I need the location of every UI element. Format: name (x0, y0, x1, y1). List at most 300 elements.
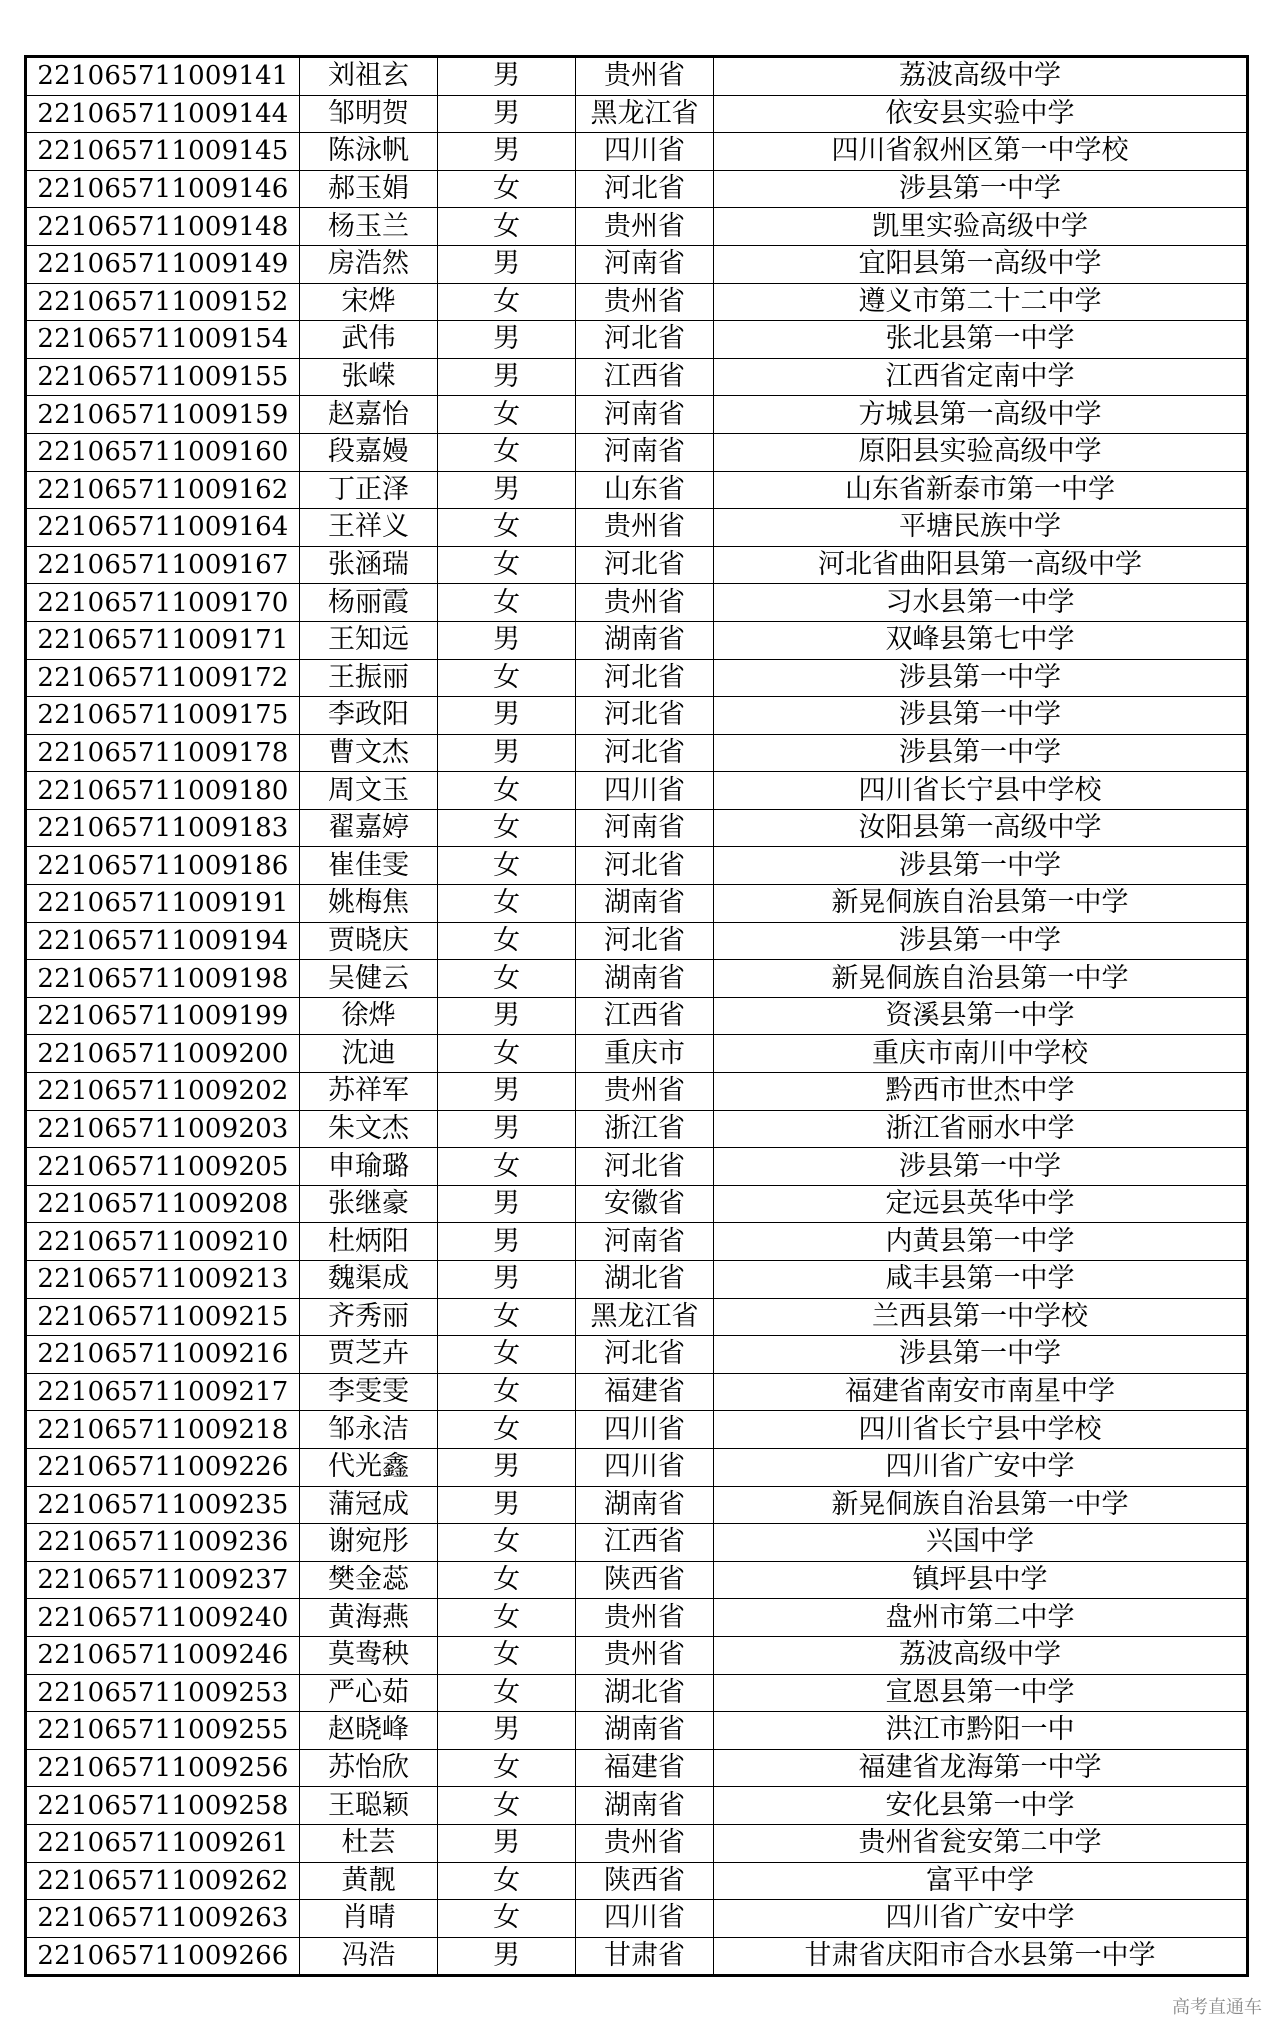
province-cell: 贵州省 (576, 1824, 714, 1862)
school-cell: 资溪县第一中学 (714, 997, 1248, 1035)
name-cell: 蒲冠成 (300, 1486, 438, 1524)
table-row (26, 1336, 1248, 1374)
province-cell: 河北省 (576, 734, 714, 772)
school-cell: 福建省龙海第一中学 (714, 1749, 1248, 1787)
school-cell: 四川省广安中学 (714, 1900, 1248, 1938)
gender-cell: 女 (438, 659, 576, 697)
watermark-text: 高考直通车 (1172, 1997, 1262, 2018)
table-row (26, 734, 1248, 772)
province-cell: 河北省 (576, 1336, 714, 1374)
gender-cell: 男 (438, 1824, 576, 1862)
province-cell: 河北省 (576, 922, 714, 960)
province-cell: 贵州省 (576, 283, 714, 321)
name-cell: 贾芝卉 (300, 1336, 438, 1374)
gender-cell: 男 (438, 471, 576, 509)
name-cell: 魏渠成 (300, 1261, 438, 1299)
gender-cell: 男 (438, 1937, 576, 1976)
school-cell: 涉县第一中学 (714, 922, 1248, 960)
table-row (26, 1862, 1248, 1900)
gender-cell: 女 (438, 1636, 576, 1674)
gender-cell: 女 (438, 1373, 576, 1411)
name-cell: 陈泳帆 (300, 133, 438, 171)
name-cell: 刘祖玄 (300, 57, 438, 96)
school-cell: 定远县英华中学 (714, 1185, 1248, 1223)
gender-cell: 女 (438, 809, 576, 847)
gender-cell: 女 (438, 1862, 576, 1900)
table-row (26, 1073, 1248, 1111)
exam-id-cell: 221065711009164 (26, 509, 300, 547)
school-cell: 江西省定南中学 (714, 358, 1248, 396)
school-cell: 福建省南安市南星中学 (714, 1373, 1248, 1411)
gender-cell: 男 (438, 57, 576, 96)
gender-cell: 女 (438, 396, 576, 434)
school-cell: 贵州省瓮安第二中学 (714, 1824, 1248, 1862)
table-row (26, 396, 1248, 434)
name-cell: 杨丽霞 (300, 584, 438, 622)
school-cell: 甘肃省庆阳市合水县第一中学 (714, 1937, 1248, 1976)
province-cell: 湖南省 (576, 885, 714, 923)
gender-cell: 女 (438, 847, 576, 885)
province-cell: 河南省 (576, 1223, 714, 1261)
exam-id-cell: 221065711009205 (26, 1148, 300, 1186)
school-cell: 盘州市第二中学 (714, 1599, 1248, 1637)
table-row (26, 1298, 1248, 1336)
school-cell: 河北省曲阳县第一高级中学 (714, 546, 1248, 584)
school-cell: 重庆市南川中学校 (714, 1035, 1248, 1073)
table-row (26, 170, 1248, 208)
school-cell: 宜阳县第一高级中学 (714, 245, 1248, 283)
exam-id-cell: 221065711009246 (26, 1636, 300, 1674)
name-cell: 齐秀丽 (300, 1298, 438, 1336)
school-cell: 涉县第一中学 (714, 1336, 1248, 1374)
school-cell: 凯里实验高级中学 (714, 208, 1248, 246)
student-list-body (26, 57, 1248, 1976)
table-row (26, 358, 1248, 396)
name-cell: 段嘉嫚 (300, 433, 438, 471)
gender-cell: 女 (438, 1336, 576, 1374)
name-cell: 贾晓庆 (300, 922, 438, 960)
gender-cell: 男 (438, 734, 576, 772)
table-row (26, 509, 1248, 547)
school-cell: 遵义市第二十二中学 (714, 283, 1248, 321)
name-cell: 杜芸 (300, 1824, 438, 1862)
gender-cell: 男 (438, 1223, 576, 1261)
table-row (26, 208, 1248, 246)
school-cell: 四川省叙州区第一中学校 (714, 133, 1248, 171)
province-cell: 湖北省 (576, 1261, 714, 1299)
school-cell: 双峰县第七中学 (714, 621, 1248, 659)
table-row (26, 1035, 1248, 1073)
province-cell: 河北省 (576, 546, 714, 584)
exam-id-cell: 221065711009183 (26, 809, 300, 847)
province-cell: 湖南省 (576, 960, 714, 998)
table-row (26, 1674, 1248, 1712)
exam-id-cell: 221065711009162 (26, 471, 300, 509)
gender-cell: 男 (438, 697, 576, 735)
gender-cell: 男 (438, 245, 576, 283)
table-row (26, 1749, 1248, 1787)
name-cell: 郝玉娟 (300, 170, 438, 208)
gender-cell: 女 (438, 584, 576, 622)
gender-cell: 女 (438, 1298, 576, 1336)
school-cell: 汝阳县第一高级中学 (714, 809, 1248, 847)
name-cell: 徐烨 (300, 997, 438, 1035)
table-row (26, 1524, 1248, 1562)
table-row (26, 584, 1248, 622)
school-cell: 原阳县实验高级中学 (714, 433, 1248, 471)
table-row (26, 245, 1248, 283)
province-cell: 陕西省 (576, 1862, 714, 1900)
exam-id-cell: 221065711009256 (26, 1749, 300, 1787)
exam-id-cell: 221065711009167 (26, 546, 300, 584)
name-cell: 黄海燕 (300, 1599, 438, 1637)
province-cell: 四川省 (576, 1900, 714, 1938)
school-cell: 涉县第一中学 (714, 1148, 1248, 1186)
province-cell: 湖南省 (576, 621, 714, 659)
exam-id-cell: 221065711009236 (26, 1524, 300, 1562)
table-row (26, 1636, 1248, 1674)
exam-id-cell: 221065711009186 (26, 847, 300, 885)
name-cell: 沈迪 (300, 1035, 438, 1073)
school-cell: 荔波高级中学 (714, 1636, 1248, 1674)
province-cell: 四川省 (576, 1448, 714, 1486)
gender-cell: 女 (438, 1900, 576, 1938)
gender-cell: 女 (438, 1035, 576, 1073)
exam-id-cell: 221065711009194 (26, 922, 300, 960)
gender-cell: 女 (438, 960, 576, 998)
gender-cell: 男 (438, 997, 576, 1035)
table-row (26, 809, 1248, 847)
school-cell: 新晃侗族自治县第一中学 (714, 885, 1248, 923)
school-cell: 平塘民族中学 (714, 509, 1248, 547)
province-cell: 河南省 (576, 433, 714, 471)
province-cell: 四川省 (576, 133, 714, 171)
table-row (26, 433, 1248, 471)
school-cell: 咸丰县第一中学 (714, 1261, 1248, 1299)
exam-id-cell: 221065711009235 (26, 1486, 300, 1524)
name-cell: 吴健云 (300, 960, 438, 998)
school-cell: 镇坪县中学 (714, 1561, 1248, 1599)
name-cell: 曹文杰 (300, 734, 438, 772)
exam-id-cell: 221065711009191 (26, 885, 300, 923)
name-cell: 李政阳 (300, 697, 438, 735)
name-cell: 申瑜璐 (300, 1148, 438, 1186)
school-cell: 兴国中学 (714, 1524, 1248, 1562)
gender-cell: 女 (438, 1411, 576, 1449)
table-row (26, 1261, 1248, 1299)
gender-cell: 男 (438, 1073, 576, 1111)
gender-cell: 女 (438, 885, 576, 923)
province-cell: 河北省 (576, 697, 714, 735)
table-row (26, 697, 1248, 735)
table-row (26, 1185, 1248, 1223)
school-cell: 四川省长宁县中学校 (714, 772, 1248, 810)
exam-id-cell: 221065711009202 (26, 1073, 300, 1111)
province-cell: 河北省 (576, 321, 714, 359)
exam-id-cell: 221065711009217 (26, 1373, 300, 1411)
student-list-table (24, 55, 1249, 1977)
school-cell: 张北县第一中学 (714, 321, 1248, 359)
exam-id-cell: 221065711009255 (26, 1712, 300, 1750)
gender-cell: 女 (438, 1599, 576, 1637)
name-cell: 赵嘉怡 (300, 396, 438, 434)
name-cell: 赵晓峰 (300, 1712, 438, 1750)
gender-cell: 男 (438, 321, 576, 359)
exam-id-cell: 221065711009154 (26, 321, 300, 359)
province-cell: 贵州省 (576, 1636, 714, 1674)
table-row (26, 1110, 1248, 1148)
exam-id-cell: 221065711009198 (26, 960, 300, 998)
school-cell: 安化县第一中学 (714, 1787, 1248, 1825)
exam-id-cell: 221065711009159 (26, 396, 300, 434)
table-row (26, 1148, 1248, 1186)
table-row (26, 997, 1248, 1035)
gender-cell: 女 (438, 1148, 576, 1186)
exam-id-cell: 221065711009261 (26, 1824, 300, 1862)
school-cell: 四川省长宁县中学校 (714, 1411, 1248, 1449)
name-cell: 王知远 (300, 621, 438, 659)
name-cell: 黄靓 (300, 1862, 438, 1900)
table-row (26, 133, 1248, 171)
name-cell: 邹永洁 (300, 1411, 438, 1449)
name-cell: 宋烨 (300, 283, 438, 321)
gender-cell: 女 (438, 1524, 576, 1562)
exam-id-cell: 221065711009141 (26, 57, 300, 96)
province-cell: 湖南省 (576, 1787, 714, 1825)
province-cell: 河南省 (576, 245, 714, 283)
exam-id-cell: 221065711009208 (26, 1185, 300, 1223)
table-row (26, 847, 1248, 885)
province-cell: 浙江省 (576, 1110, 714, 1148)
exam-id-cell: 221065711009170 (26, 584, 300, 622)
school-cell: 涉县第一中学 (714, 847, 1248, 885)
gender-cell: 女 (438, 208, 576, 246)
province-cell: 湖南省 (576, 1486, 714, 1524)
name-cell: 代光鑫 (300, 1448, 438, 1486)
table-row (26, 772, 1248, 810)
school-cell: 涉县第一中学 (714, 659, 1248, 697)
school-cell: 宣恩县第一中学 (714, 1674, 1248, 1712)
name-cell: 房浩然 (300, 245, 438, 283)
exam-id-cell: 221065711009146 (26, 170, 300, 208)
school-cell: 富平中学 (714, 1862, 1248, 1900)
gender-cell: 男 (438, 621, 576, 659)
exam-id-cell: 221065711009152 (26, 283, 300, 321)
school-cell: 新晃侗族自治县第一中学 (714, 960, 1248, 998)
exam-id-cell: 221065711009178 (26, 734, 300, 772)
school-cell: 习水县第一中学 (714, 584, 1248, 622)
name-cell: 严心茹 (300, 1674, 438, 1712)
province-cell: 河北省 (576, 847, 714, 885)
table-row (26, 1599, 1248, 1637)
table-row (26, 95, 1248, 133)
name-cell: 崔佳雯 (300, 847, 438, 885)
province-cell: 河南省 (576, 396, 714, 434)
school-cell: 涉县第一中学 (714, 170, 1248, 208)
gender-cell: 男 (438, 1712, 576, 1750)
name-cell: 丁正泽 (300, 471, 438, 509)
name-cell: 朱文杰 (300, 1110, 438, 1148)
gender-cell: 男 (438, 358, 576, 396)
table-row (26, 1937, 1248, 1976)
school-cell: 涉县第一中学 (714, 734, 1248, 772)
table-row (26, 321, 1248, 359)
exam-id-cell: 221065711009172 (26, 659, 300, 697)
province-cell: 陕西省 (576, 1561, 714, 1599)
gender-cell: 女 (438, 170, 576, 208)
table-row (26, 1223, 1248, 1261)
province-cell: 安徽省 (576, 1185, 714, 1223)
school-cell: 洪江市黔阳一中 (714, 1712, 1248, 1750)
exam-id-cell: 221065711009237 (26, 1561, 300, 1599)
gender-cell: 女 (438, 1674, 576, 1712)
exam-id-cell: 221065711009155 (26, 358, 300, 396)
province-cell: 贵州省 (576, 57, 714, 96)
province-cell: 甘肃省 (576, 1937, 714, 1976)
table-row (26, 546, 1248, 584)
province-cell: 贵州省 (576, 1599, 714, 1637)
school-cell: 兰西县第一中学校 (714, 1298, 1248, 1336)
table-row (26, 960, 1248, 998)
exam-id-cell: 221065711009213 (26, 1261, 300, 1299)
name-cell: 苏祥军 (300, 1073, 438, 1111)
gender-cell: 男 (438, 1486, 576, 1524)
exam-id-cell: 221065711009148 (26, 208, 300, 246)
province-cell: 河北省 (576, 170, 714, 208)
table-row (26, 1486, 1248, 1524)
table-row (26, 621, 1248, 659)
school-cell: 内黄县第一中学 (714, 1223, 1248, 1261)
gender-cell: 女 (438, 283, 576, 321)
gender-cell: 男 (438, 133, 576, 171)
province-cell: 河北省 (576, 1148, 714, 1186)
exam-id-cell: 221065711009171 (26, 621, 300, 659)
name-cell: 王祥义 (300, 509, 438, 547)
name-cell: 冯浩 (300, 1937, 438, 1976)
province-cell: 江西省 (576, 1524, 714, 1562)
province-cell: 湖北省 (576, 1674, 714, 1712)
gender-cell: 男 (438, 1261, 576, 1299)
name-cell: 邹明贺 (300, 95, 438, 133)
exam-id-cell: 221065711009216 (26, 1336, 300, 1374)
name-cell: 李雯雯 (300, 1373, 438, 1411)
table-row (26, 1900, 1248, 1938)
gender-cell: 女 (438, 546, 576, 584)
table-row (26, 1448, 1248, 1486)
name-cell: 周文玉 (300, 772, 438, 810)
school-cell: 黔西市世杰中学 (714, 1073, 1248, 1111)
table-row (26, 57, 1248, 96)
name-cell: 张涵瑞 (300, 546, 438, 584)
exam-id-cell: 221065711009215 (26, 1298, 300, 1336)
gender-cell: 男 (438, 1110, 576, 1148)
exam-id-cell: 221065711009160 (26, 433, 300, 471)
table-row (26, 1561, 1248, 1599)
table-row (26, 1712, 1248, 1750)
exam-id-cell: 221065711009210 (26, 1223, 300, 1261)
gender-cell: 女 (438, 922, 576, 960)
name-cell: 王振丽 (300, 659, 438, 697)
exam-id-cell: 221065711009180 (26, 772, 300, 810)
province-cell: 山东省 (576, 471, 714, 509)
table-row (26, 885, 1248, 923)
name-cell: 翟嘉婷 (300, 809, 438, 847)
exam-id-cell: 221065711009266 (26, 1937, 300, 1976)
province-cell: 贵州省 (576, 208, 714, 246)
table-row (26, 922, 1248, 960)
school-cell: 新晃侗族自治县第一中学 (714, 1486, 1248, 1524)
exam-id-cell: 221065711009253 (26, 1674, 300, 1712)
school-cell: 山东省新泰市第一中学 (714, 471, 1248, 509)
exam-id-cell: 221065711009262 (26, 1862, 300, 1900)
exam-id-cell: 221065711009263 (26, 1900, 300, 1938)
province-cell: 黑龙江省 (576, 95, 714, 133)
exam-id-cell: 221065711009145 (26, 133, 300, 171)
province-cell: 江西省 (576, 358, 714, 396)
province-cell: 河北省 (576, 659, 714, 697)
gender-cell: 女 (438, 433, 576, 471)
province-cell: 四川省 (576, 772, 714, 810)
table-row (26, 1411, 1248, 1449)
table-row (26, 1787, 1248, 1825)
gender-cell: 男 (438, 1448, 576, 1486)
name-cell: 苏怡欣 (300, 1749, 438, 1787)
province-cell: 河南省 (576, 809, 714, 847)
name-cell: 樊金蕊 (300, 1561, 438, 1599)
province-cell: 江西省 (576, 997, 714, 1035)
exam-id-cell: 221065711009240 (26, 1599, 300, 1637)
gender-cell: 女 (438, 772, 576, 810)
name-cell: 谢宛彤 (300, 1524, 438, 1562)
name-cell: 杜炳阳 (300, 1223, 438, 1261)
name-cell: 张嵘 (300, 358, 438, 396)
name-cell: 武伟 (300, 321, 438, 359)
exam-id-cell: 221065711009258 (26, 1787, 300, 1825)
province-cell: 贵州省 (576, 1073, 714, 1111)
province-cell: 湖南省 (576, 1712, 714, 1750)
exam-id-cell: 221065711009144 (26, 95, 300, 133)
province-cell: 重庆市 (576, 1035, 714, 1073)
exam-id-cell: 221065711009203 (26, 1110, 300, 1148)
exam-id-cell: 221065711009200 (26, 1035, 300, 1073)
gender-cell: 女 (438, 1561, 576, 1599)
exam-id-cell: 221065711009199 (26, 997, 300, 1035)
student-list-table-wrapper (24, 55, 1246, 1977)
school-cell: 依安县实验中学 (714, 95, 1248, 133)
table-row (26, 1373, 1248, 1411)
name-cell: 张继豪 (300, 1185, 438, 1223)
exam-id-cell: 221065711009149 (26, 245, 300, 283)
gender-cell: 女 (438, 509, 576, 547)
gender-cell: 女 (438, 1749, 576, 1787)
province-cell: 黑龙江省 (576, 1298, 714, 1336)
name-cell: 王聪颖 (300, 1787, 438, 1825)
gender-cell: 男 (438, 95, 576, 133)
name-cell: 杨玉兰 (300, 208, 438, 246)
province-cell: 贵州省 (576, 509, 714, 547)
province-cell: 贵州省 (576, 584, 714, 622)
table-row (26, 659, 1248, 697)
exam-id-cell: 221065711009226 (26, 1448, 300, 1486)
exam-id-cell: 221065711009175 (26, 697, 300, 735)
gender-cell: 女 (438, 1787, 576, 1825)
province-cell: 福建省 (576, 1749, 714, 1787)
name-cell: 莫鸯秧 (300, 1636, 438, 1674)
school-cell: 涉县第一中学 (714, 697, 1248, 735)
province-cell: 福建省 (576, 1373, 714, 1411)
school-cell: 四川省广安中学 (714, 1448, 1248, 1486)
school-cell: 方城县第一高级中学 (714, 396, 1248, 434)
